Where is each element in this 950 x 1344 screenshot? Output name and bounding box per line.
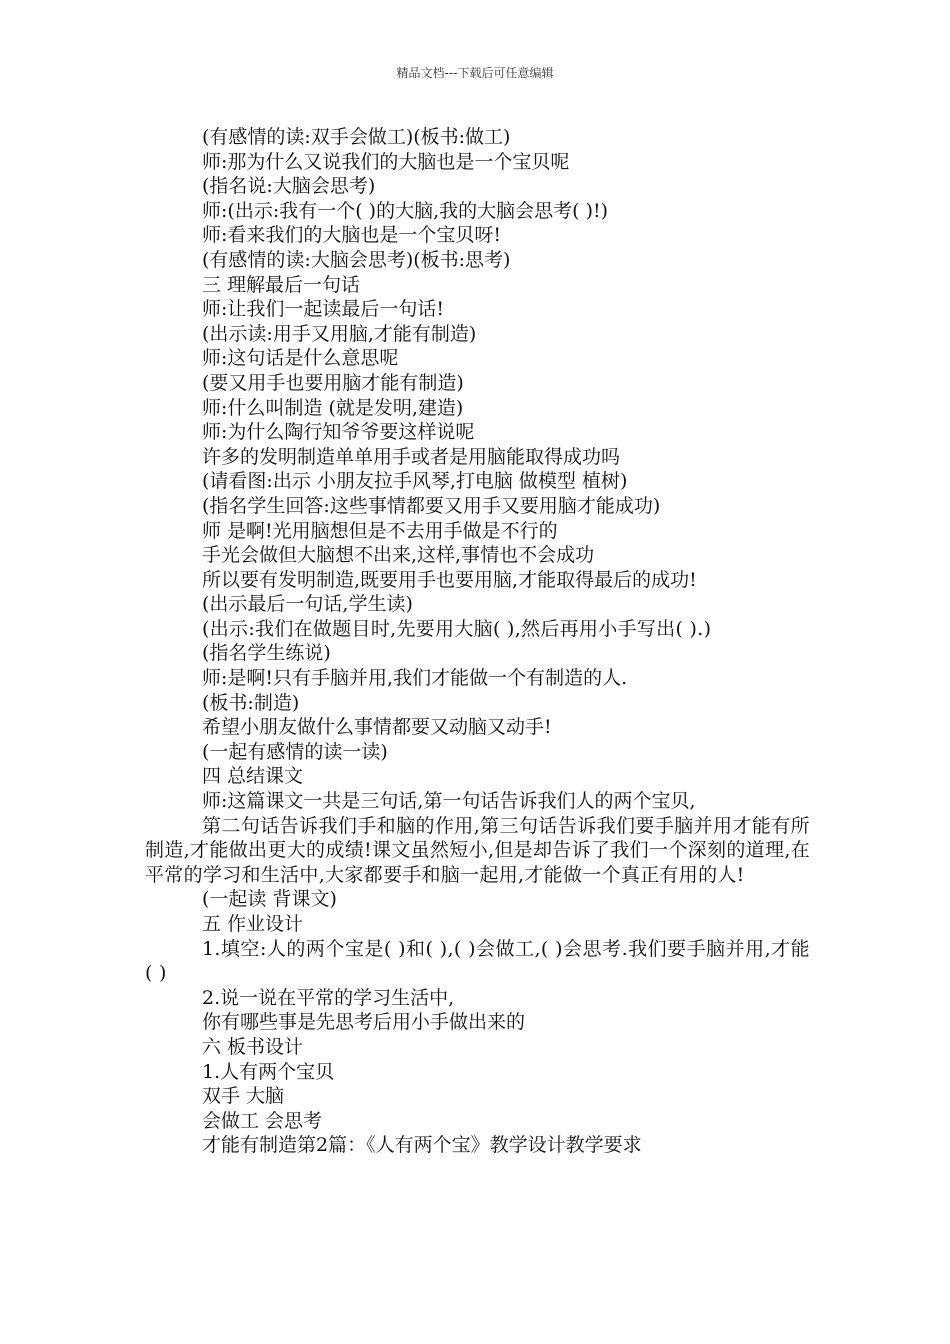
text-line: 师 是啊!光用脑想但是不去用手做是不行的 bbox=[202, 519, 558, 542]
text-line: (一起有感情的读一读) bbox=[202, 740, 388, 763]
text-line: 1.人有两个宝贝 bbox=[202, 1060, 335, 1083]
section-heading: 三 理解最后一句话 bbox=[202, 273, 361, 296]
text-line: (一起读 背课文) bbox=[202, 888, 337, 911]
text-line: 师:为什么陶行知爷爷要这样说呢 bbox=[202, 421, 475, 444]
text-line: (指名学生回答:这些事情都要又用手又要用脑才能成功) bbox=[202, 494, 661, 517]
text-line: 会做工 会思考 bbox=[202, 1109, 323, 1132]
page-header: 精品文档---下载后可任意编辑 bbox=[396, 66, 554, 80]
section-heading: 五 作业设计 bbox=[202, 913, 304, 935]
text-line: 双手 大脑 bbox=[202, 1085, 285, 1108]
text-line: 师:什么叫制造 (就是发明,建造) bbox=[202, 396, 464, 419]
text-line: 希望小朋友做什么事情都要又动脑又动手! bbox=[202, 716, 552, 739]
text-line: 师:这句话是什么意思呢 bbox=[202, 347, 399, 370]
text-line: (要又用手也要用脑才能有制造) bbox=[202, 371, 464, 394]
text-line: 师:看来我们的大脑也是一个宝贝呀! bbox=[202, 224, 502, 247]
text-line: (出示最后一句话,学生读) bbox=[202, 593, 413, 616]
text-line: 才能有制造第2篇：《人有两个宝》教学设计教学要求 bbox=[202, 1134, 642, 1157]
text-line: 师:是啊!只有手脑并用,我们才能做一个有制造的人. bbox=[202, 667, 628, 690]
text-line: 师:让我们一起读最后一句话! bbox=[202, 298, 445, 321]
text-line: 手光会做但大脑想不出来,这样,事情也不会成功 bbox=[202, 544, 595, 567]
text-line: (有感情的读:大脑会思考)(板书:思考) bbox=[202, 248, 511, 271]
text-line: (有感情的读:双手会做工)(板书:做工) bbox=[202, 126, 511, 148]
section-heading: 六 板书设计 bbox=[202, 1035, 304, 1058]
text-line: 你有哪些事是先思考后用小手做出来的 bbox=[202, 1011, 526, 1034]
text-line: 师:这篇课文一共是三句话,第一句话告诉我们人的两个宝贝, bbox=[202, 790, 696, 813]
text-line: 许多的发明制造单单用手或者是用脑能取得成功吗 bbox=[202, 445, 621, 468]
text-paragraph: (出示:我们在做题目时,先要用大脑( ),然后再用小手写出( ).) bbox=[202, 617, 712, 640]
text-line: (指名学生练说) bbox=[202, 642, 331, 665]
text-line: (请看图:出示 小朋友拉手风琴,打电脑 做模型 植树) bbox=[202, 470, 628, 493]
text-line: (板书:制造) bbox=[202, 691, 300, 714]
text-line: (指名说:大脑会思考) bbox=[202, 175, 376, 198]
text-paragraph: 1.填空:人的两个宝是( )和( ),( )会做工,( )会思考.我们要手脑并用,才能( ) bbox=[145, 937, 810, 985]
section-heading: 四 总结课文 bbox=[202, 765, 304, 788]
document-body bbox=[145, 125, 810, 1158]
text-line: 师:那为什么又说我们的大脑也是一个宝贝呢 bbox=[202, 150, 570, 173]
text-line: 2.说一说在平常的学习生活中, bbox=[202, 986, 455, 1009]
text-paragraph: 第二句话告诉我们手和脑的作用,第三句话告诉我们要手脑并用才能有所制造,才能做出更大的成绩!课文虽然短小,但是却告诉了我们一个深刻的道理,在平常的学习和生活中,大家都要手和脑一起用,才能做一个真正有用的人! bbox=[145, 814, 810, 886]
text-line: 所以要有发明制造,既要用手也要用脑,才能取得最后的成功! bbox=[202, 568, 697, 591]
text-line: 师:(出示:我有一个( )的大脑,我的大脑会思考( )!) bbox=[202, 199, 609, 222]
text-line: (出示读:用手又用脑,才能有制造) bbox=[202, 322, 477, 345]
